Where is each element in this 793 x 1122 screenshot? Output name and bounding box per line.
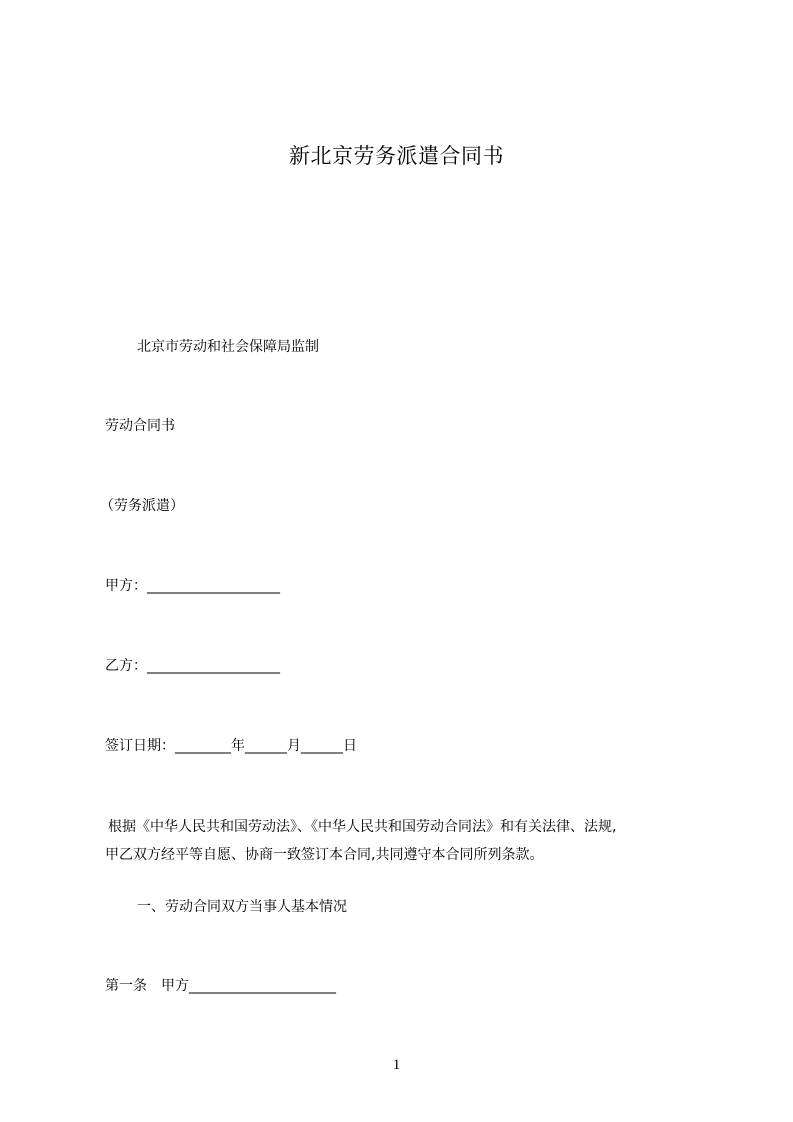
preamble-line-2: 甲乙双方经平等自愿、协商一致签订本合同,共同遵守本合同所列条款。 [105, 847, 544, 863]
section-1-heading: 一、劳动合同双方当事人基本情况 [137, 899, 347, 915]
preamble-line-1: 根据《中华人民共和国劳动法》、《中华人民共和国劳动合同法》和有关法律、法规, [108, 819, 617, 835]
contract-name: 劳动合同书 [105, 418, 175, 434]
supervisor-line: 北京市劳动和社会保障局监制 [137, 339, 319, 355]
article-1-field: 第一条 甲方_____________________ [105, 978, 336, 994]
sign-date-field: 签订日期：________年______月______日 [105, 738, 357, 754]
document-title: 新北京劳务派遣合同书 [289, 144, 504, 168]
party-b-field: 乙方：___________________ [105, 658, 280, 674]
contract-type: （劳务派遣） [100, 498, 184, 514]
party-a-field: 甲方：___________________ [105, 578, 280, 594]
page-number: 1 [392, 1057, 401, 1073]
